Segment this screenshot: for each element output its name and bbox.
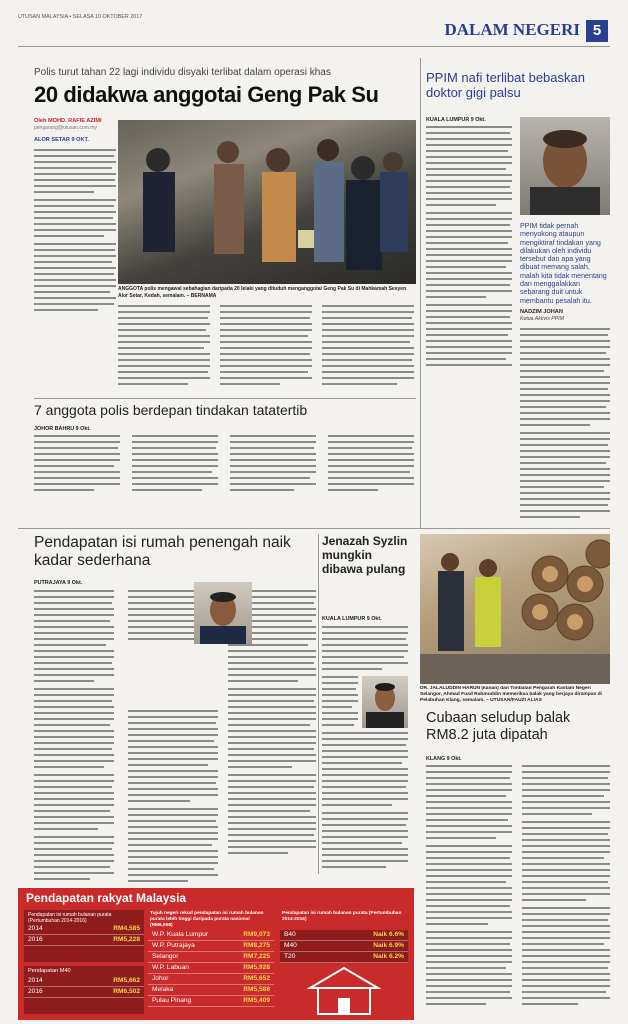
b40-row: [24, 935, 144, 946]
state-value: RM5,928: [243, 964, 270, 971]
b40-row-label: 2014: [28, 925, 43, 932]
infobox-states: [148, 910, 274, 1016]
story3-columns: [34, 588, 316, 888]
story4-portrait: [362, 676, 408, 728]
growth-value: Naik 6.6%: [373, 931, 404, 938]
state-label: W.P. Labuan: [152, 964, 189, 971]
story3-portrait: [194, 582, 252, 644]
state-row: [148, 963, 274, 974]
story4-dateline: KUALA LUMPUR 9 Okt.: [322, 616, 382, 622]
lead-email: pengarang@utusan.com.my: [34, 125, 97, 131]
header-rule: [18, 46, 610, 47]
story2-columns: [34, 433, 416, 495]
state-label: W.P. Kuala Lumpur: [152, 931, 208, 938]
growth-row: [280, 952, 408, 963]
ppim-headline: PPIM nafi terlibat bebaskan doktor gigi palsu: [426, 70, 585, 100]
state-label: Melaka: [152, 986, 174, 993]
state-value: RM5,588: [243, 986, 270, 993]
ppim-column-1: [426, 124, 512, 374]
growth-label: T20: [284, 953, 296, 960]
lead-byline: Oleh MOHD. RAFIE AZIMI: [34, 118, 102, 124]
text-lines: [34, 588, 316, 888]
b40-row: [24, 924, 144, 935]
growth-value: Naik 6.9%: [373, 942, 404, 949]
story2-rule: [34, 398, 416, 399]
portrait-figure: [194, 582, 252, 644]
state-label: Johor: [152, 975, 169, 982]
m40-row: [24, 976, 144, 987]
lead-photo-caption: ANGGOTA polis mengawal sebahagian daripada 20 lelaki yang dituduh menganggotai Geng Pak Su di Mahkamah Sesyen Alor Setar, Kedah, semalam. – BERNAMA: [118, 286, 407, 299]
m40-row-value: RM5,662: [113, 977, 140, 984]
lead-headline: 20 didakwa anggotai Geng Pak Su: [34, 82, 379, 107]
story4-headline: Jenazah Syzlin mungkin dibawa pulang: [322, 534, 408, 576]
b40-row-value: RM5,228: [113, 936, 140, 943]
story3-dateline: PUTRAJAYA 9 Okt.: [34, 580, 83, 586]
ppim-quote: PPIM tidak pernah menyokong ataupun mengiktiraf tindakan yang dilakukan oleh individu tersebut dan apa yang dibuat memang salah, malah kita tidak menentang dan menggalakkan sebarang duit untuk membantu pesalah itu.: [520, 222, 607, 305]
text-lines: [520, 326, 610, 526]
ppim-column-2: [520, 326, 610, 526]
page-number: 5: [586, 20, 608, 42]
column-rule: [420, 58, 421, 528]
state-label: Pulau Pinang: [152, 997, 192, 1004]
lead-column-1: [34, 147, 116, 315]
lead-kicker: Polis turut tahan 22 lagi individu disyaki terlibat dalam operasi khas: [34, 67, 331, 78]
m40-row-label: 2014: [28, 977, 43, 984]
b40-title: Pendapatan isi rumah bulanan purata (Pertumbuhan 2014-2016): [28, 912, 112, 924]
state-value: RM5,409: [243, 997, 270, 1004]
text-lines: [34, 147, 116, 315]
state-value: RM5,652: [243, 975, 270, 982]
text-lines: [118, 303, 416, 393]
state-label: W.P. Putrajaya: [152, 942, 195, 949]
lower-rule: [18, 528, 610, 529]
infobox-b40: [24, 910, 144, 962]
ppim-dateline: KUALA LUMPUR 9 Okt.: [426, 117, 486, 123]
portrait-figure: [362, 676, 408, 728]
lead-photo: [118, 120, 416, 284]
state-row: [148, 985, 274, 996]
portrait-figure: [520, 117, 610, 215]
timber-photo: [420, 534, 610, 684]
infobox-growth: [280, 910, 408, 1016]
growth-row: [280, 930, 408, 941]
m40-row-value: RM6,502: [113, 988, 140, 995]
story4-rule: [318, 534, 319, 874]
m40-row-label: 2016: [28, 988, 43, 995]
story5-columns: [426, 763, 610, 1013]
growth-label: B40: [284, 931, 296, 938]
lead-columns: [118, 303, 416, 393]
state-value: RM9,073: [243, 931, 270, 938]
ppim-quote-name: NADZIM JOHAN: [520, 309, 563, 315]
income-infobox: [18, 888, 414, 1020]
story5-dateline: KLANG 9 Okt.: [426, 756, 462, 762]
m40-row: [24, 987, 144, 998]
text-lines: [426, 763, 610, 1013]
state-row: [148, 996, 274, 1007]
story2-dateline: JOHOR BAHRU 9 Okt.: [34, 426, 91, 432]
timber-photo-caption: DR. JALALUDDIN HARUN (kanan) dan Timbalan Pengarah Kastam Negeri Selangor, Ahmad Fuad Rahmuddin memeriksa balak yang berjaya dirampas di Pelabuhan Klang, semalam. – UTUSAN/FAUZI ALIAS: [420, 686, 602, 703]
state-row: [148, 941, 274, 952]
text-lines: [322, 624, 408, 874]
section-title: DALAM NEGERI: [444, 20, 580, 39]
header-dateline: UTUSAN MALAYSIA • SELASA 10 OKTOBER 2017: [18, 14, 143, 20]
growth-label: M40: [284, 942, 297, 949]
ppim-portrait: [520, 117, 610, 215]
growth-title: Pendapatan isi rumah bulanan purata (Pertumbuhan 2014-2016): [282, 911, 402, 922]
ppim-quote-role: Ketua Aktivis PPIM: [520, 316, 564, 322]
lead-photo-figures: [118, 120, 416, 284]
b40-row-label: 2016: [28, 936, 43, 943]
growth-value: Naik 6.2%: [373, 953, 404, 960]
text-lines: [426, 124, 512, 374]
state-value: RM7,225: [243, 953, 270, 960]
story3-headline: Pendapatan isi rumah penengah naik kadar sederhana: [34, 534, 291, 569]
infobox-title: Pendapatan rakyat Malaysia: [26, 891, 187, 905]
lead-dateline: ALOR SETAR 9 OKT.: [34, 137, 89, 143]
state-label: Selangor: [152, 953, 179, 960]
growth-row: [280, 941, 408, 952]
state-row: [148, 952, 274, 963]
infobox-m40: [24, 966, 144, 1014]
state-row: [148, 930, 274, 941]
story2-headline: 7 anggota polis berdepan tindakan tatatertib: [34, 402, 308, 418]
state-value: RM8,275: [243, 942, 270, 949]
story4-column: [322, 624, 408, 874]
state-row: [148, 974, 274, 985]
m40-title: Pendapatan M40: [28, 968, 71, 974]
story5-headline: Cubaan seludup balak RM8.2 juta dipatah: [426, 710, 571, 743]
states-title: Tujuh negeri rekod pendapatan isi rumah bulanan purata lebih tinggi daripada purata nasional (RM6,958): [150, 911, 264, 928]
timber-photo-figures: [420, 534, 610, 684]
house-icon: [280, 964, 408, 1016]
text-lines: [34, 433, 416, 495]
b40-row-value: RM4,585: [113, 925, 140, 932]
